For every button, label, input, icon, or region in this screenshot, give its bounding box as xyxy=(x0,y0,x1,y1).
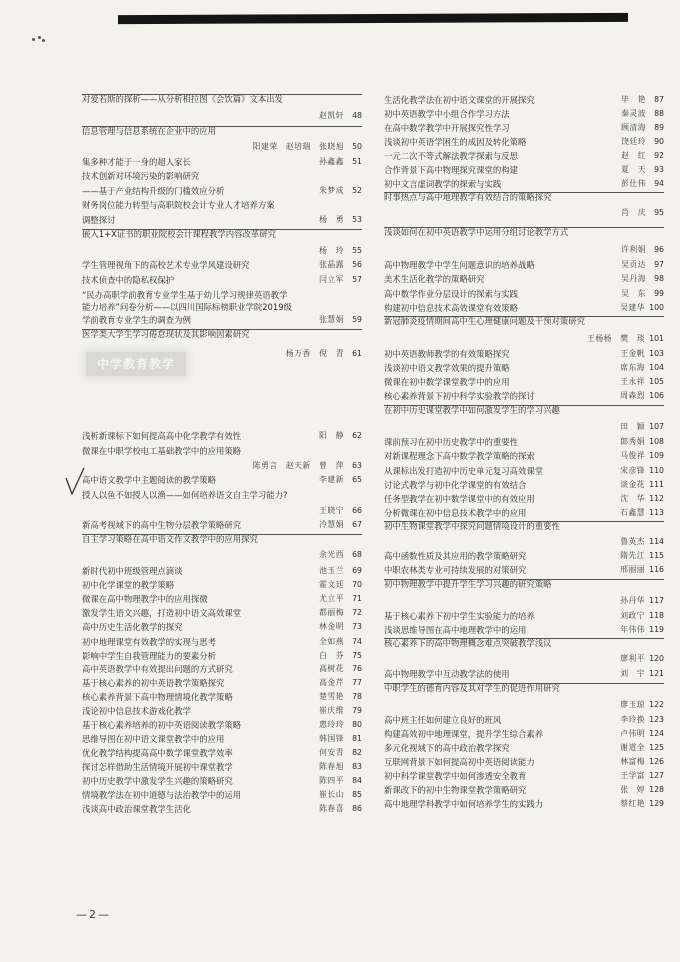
toc-entry-authors: 闫立军 xyxy=(319,275,344,284)
toc-entry-title: 学生管理视角下的高校艺术专业学风建设研究 xyxy=(82,260,250,270)
toc-entry-page: 111 xyxy=(649,480,664,489)
toc-entry-authors: 惠玲玲 xyxy=(319,720,344,729)
toc-entry-title: 高中数学作业分层设计的探索与实践 xyxy=(384,289,518,299)
toc-entry-page: 125 xyxy=(649,743,664,752)
toc-entry-page: 90 xyxy=(654,137,664,146)
toc-entry-title: 时事热点与高中地理教学有效结合的策略探究 xyxy=(384,192,552,202)
toc-entry-page: 113 xyxy=(649,508,664,517)
toc-entry-page: 112 xyxy=(649,494,664,503)
toc-entry-page: 76 xyxy=(352,664,362,673)
toc-entry xyxy=(384,405,664,415)
toc-entry-authors: 阳 静 xyxy=(319,431,344,440)
toc-entry-page: 104 xyxy=(649,363,664,372)
toc-entry-authors: 张晶露 xyxy=(319,260,344,269)
toc-entry-authors: 彭仕伟 xyxy=(621,179,646,188)
toc-entry-title: 技术侦查中的隐私权保护 xyxy=(82,275,175,285)
toc-entry-title: 初中化学课堂的教学策略 xyxy=(82,580,175,590)
toc-entry-page: 108 xyxy=(649,437,664,446)
toc-entry-title: 核心素养背景下高中物理情境化教学策略 xyxy=(82,692,233,702)
toc-entry xyxy=(384,227,664,237)
toc-entry xyxy=(82,534,362,544)
toc-entry-page: 86 xyxy=(352,804,362,813)
toc-entry-title: 在高中数学教学中开展探究性学习 xyxy=(384,123,510,133)
handwritten-check-mark xyxy=(62,464,122,504)
toc-entry-title: 新课改下的初中生物课堂教学策略研究 xyxy=(384,785,527,795)
toc-entry-page: 55 xyxy=(352,246,362,255)
toc-entry-title: 思维导图在初中语文课堂教学中的应用 xyxy=(82,734,225,744)
toc-entry-authors: 马俊祥 xyxy=(620,451,646,460)
toc-entry-title: 微课在高中物理教学中的应用探微 xyxy=(82,594,208,604)
toc-entry-page: 122 xyxy=(649,700,664,709)
toc-entry-page: 119 xyxy=(649,625,664,634)
toc-entry-authors: 张 婷 xyxy=(620,785,646,794)
toc-entry-page: 115 xyxy=(649,551,664,560)
toc-entry-authors: 尤立平 xyxy=(319,594,344,603)
toc-entry-authors: 邢丽丽 xyxy=(620,565,646,574)
toc-entry-authors: 余光西 xyxy=(319,550,344,559)
toc-entry xyxy=(82,229,362,239)
page-number: —2— xyxy=(76,908,111,921)
toc-entry-title: 高中地理学科教学中如何培养学生的实践力 xyxy=(384,799,544,809)
toc-entry-title: 从课标出发打造初中历史单元复习高效课堂 xyxy=(384,466,544,476)
toc-entry-authors: 何安青 xyxy=(319,748,344,757)
toc-entry-title: 浅谈思维导图在高中地理教学中的运用 xyxy=(384,625,527,635)
toc-entry xyxy=(384,192,664,202)
toc-entry-authors: 吴贡达 xyxy=(621,260,646,269)
toc-entry-title: 讨论式教学与初中化学课堂的有效结合 xyxy=(384,480,527,490)
toc-entry-authors: 白 芬 xyxy=(319,651,344,660)
toc-entry-page: 63 xyxy=(352,461,362,470)
toc-entry-authors: 阳建荣 赵培瑞 张晓旭 xyxy=(252,142,344,151)
toc-entry-authors: 夏 天 xyxy=(621,165,646,174)
toc-entry-page: 114 xyxy=(649,537,664,546)
toc-entry-page: 128 xyxy=(649,785,664,794)
toc-entry-page: 107 xyxy=(649,422,664,431)
toc-entry-page: 59 xyxy=(352,315,362,324)
toc-entry-authors: 朱梦成 xyxy=(319,186,344,195)
toc-entry-page: 81 xyxy=(352,734,362,743)
toc-entry-authors: 顾清海 xyxy=(621,123,646,132)
toc-entry-authors: 刘 宇 xyxy=(620,669,646,678)
toc-entry-title: ——基于产业结构升级的门槛效应分析 xyxy=(82,186,225,196)
toc-entry-authors: 冷慧娟 xyxy=(319,520,344,529)
toc-entry-authors: 赵 红 xyxy=(621,151,646,160)
toc-entry-authors: 李建新 xyxy=(319,475,344,484)
toc-entry-title: 浅谈初中语文教学效果的提升策略 xyxy=(384,363,510,373)
toc-entry-title: 核心素养下的高中物理概念难点突破教学浅议 xyxy=(384,638,552,648)
toc-entry-authors: 霍文廷 xyxy=(319,580,344,589)
toc-entry-title: 高中函数性质及其应用的教学策略研究 xyxy=(384,551,527,561)
toc-entry-page: 98 xyxy=(654,274,664,283)
toc-entry-title: 构建高效初中地理课堂，提升学生综合素养 xyxy=(384,729,544,739)
toc-entry-title: 影响中学生自我管理能力的要素分析 xyxy=(82,651,216,661)
toc-entry-authors: 王晓宁 xyxy=(319,506,344,515)
toc-entry-authors: 杨 勇 xyxy=(319,215,344,224)
toc-entry-page: 75 xyxy=(352,651,362,660)
toc-entry-authors: 刘政宁 xyxy=(620,611,646,620)
toc-entry-page: 52 xyxy=(352,186,362,195)
toc-entry-authors: 年伟伟 xyxy=(620,625,646,634)
toc-entry-authors: 吴建华 xyxy=(620,303,646,312)
toc-entry-page: 56 xyxy=(352,260,362,269)
toc-entry-page: 67 xyxy=(352,520,362,529)
toc-entry-page: 79 xyxy=(352,706,362,715)
toc-entry-title: 美术生活化教学的策略研究 xyxy=(384,274,485,284)
toc-entry-authors: 肖 庆 xyxy=(621,208,646,217)
toc-entry xyxy=(384,579,664,589)
toc-entry-title: 初中物理教学中提升学生学习兴趣的研究策略 xyxy=(384,579,552,589)
toc-entry-title: 初中科学课堂教学中如何渗透安全教育 xyxy=(384,771,527,781)
toc-entry-title: 合作背景下高中物理探究课堂的构建 xyxy=(384,165,518,175)
toc-entry-title: 浅谈高中政治课堂教学生活化 xyxy=(82,804,191,814)
toc-entry-title: 嵌入1+X证书的职业院校会计课程教学内容改革研究 xyxy=(82,229,276,239)
toc-entry-title: 情境教学法在初中道德与法治教学中的运用 xyxy=(82,790,242,800)
toc-entry-page: 80 xyxy=(352,720,362,729)
toc-entry-title: 能力培养”问卷分析——以四川国际标榜职业学院2019级 xyxy=(82,302,292,312)
toc-entry-title: 任务型教学在初中数学课堂中的有效应用 xyxy=(384,494,535,504)
toc-entry-title: “民办高职学前教育专业学生基于幼儿学习规律英语教学 xyxy=(82,290,288,300)
toc-entry-title: 构建初中信息技术高效课堂有效策略 xyxy=(384,303,518,313)
toc-entry-authors: 高金芹 xyxy=(319,678,344,687)
toc-entry-authors: 谈金花 xyxy=(620,480,646,489)
toc-entry-authors: 郎秀娟 xyxy=(620,437,646,446)
toc-entry-page: 127 xyxy=(649,771,664,780)
toc-entry-title: 核心素养背景下初中科学实验教学的探讨 xyxy=(384,391,535,401)
toc-entry-page: 48 xyxy=(352,111,362,120)
toc-entry-title: 授人以鱼不如授人以渔——如何培养语文自主学习能力? xyxy=(82,490,288,500)
toc-entry-title: 优化教学结构提高高中数学课堂教学效率 xyxy=(82,748,233,758)
toc-entry-authors: 卢伟明 xyxy=(620,729,646,738)
toc-entry-authors: 陈春喜 xyxy=(319,804,344,813)
toc-entry-title: 分析微课在初中信息技术教学中的应用 xyxy=(384,508,527,518)
toc-entry-authors: 宋彦锋 xyxy=(620,466,646,475)
toc-entry-title: 探讨怎样借助生活情境开展初中课堂教学 xyxy=(82,762,233,772)
toc-entry-title: 对新课程理念下高中数学教学策略的探索 xyxy=(384,451,535,461)
toc-entry-authors: 杨万香 倪 青 xyxy=(285,349,344,358)
toc-entry-title: 新高考视域下的高中生物分层教学策略研究 xyxy=(82,520,242,530)
toc-entry xyxy=(82,94,362,104)
toc-entry-title: 基于核心素养下初中学生实验能力的培养 xyxy=(384,611,535,621)
toc-entry-page: 101 xyxy=(649,334,664,343)
toc-entry-title: 互联网背景下如何提高初中英语阅读能力 xyxy=(384,757,535,767)
toc-entry-title: 信息管理与信息系统在企业中的应用 xyxy=(82,126,216,136)
toc-entry xyxy=(384,638,664,648)
toc-entry-title: 财务岗位能力转型与高职院校会计专业人才培养方案 xyxy=(82,200,275,210)
toc-entry-page: 88 xyxy=(654,109,664,118)
toc-entry-title: 初中英语教学中小组合作学习方法 xyxy=(384,109,510,119)
toc-entry-title: 生活化教学法在初中语文课堂的开展探究 xyxy=(384,95,535,105)
toc-entry xyxy=(82,329,362,339)
toc-entry-page: 94 xyxy=(654,179,664,188)
toc-entry-authors: 毕 艳 xyxy=(621,95,646,104)
toc-entry-authors: 王金帆 xyxy=(620,349,646,358)
toc-entry-page: 73 xyxy=(352,622,362,631)
toc-entry-authors: 赵凯轩 xyxy=(319,111,344,120)
toc-entry-title: 高中物理教学中学生问题意识的培养战略 xyxy=(384,260,535,270)
toc-entry-authors: 饶廷玲 xyxy=(621,137,646,146)
toc-entry-page: 96 xyxy=(654,245,664,254)
toc-entry-page: 95 xyxy=(654,208,664,217)
toc-entry-title: 课前预习在初中历史教学中的重要性 xyxy=(384,437,518,447)
toc-entry-page: 62 xyxy=(352,431,362,440)
toc-entry-authors: 都丽梅 xyxy=(319,608,344,617)
toc-entry-page: 92 xyxy=(654,151,664,160)
toc-entry-authors: 许利娟 xyxy=(621,245,646,254)
toc-entry-authors: 楚雪艳 xyxy=(319,692,344,701)
toc-entry-page: 129 xyxy=(649,799,664,808)
toc-entry-page: 106 xyxy=(649,391,664,400)
toc-entry-title: 初中生物课堂教学中探究问题情境设计的重要性 xyxy=(384,521,560,531)
toc-entry-page: 117 xyxy=(649,596,664,605)
toc-entry-page: 110 xyxy=(649,466,664,475)
toc-entry-page: 72 xyxy=(352,608,362,617)
toc-entry-title: 初中地理课堂有效教学的实现与思考 xyxy=(82,637,216,647)
toc-entry-title: 集多种才能于一身的超人家长 xyxy=(82,157,191,167)
section-banner: 中学教育教学 xyxy=(86,352,186,376)
toc-entry-authors: 张慧娟 xyxy=(319,315,344,324)
toc-entry-authors: 林金明 xyxy=(319,622,344,631)
toc-entry xyxy=(384,521,664,531)
toc-entry-page: 126 xyxy=(649,757,664,766)
toc-entry-page: 61 xyxy=(352,349,362,358)
toc-entry-title: 高中班主任如何建立良好的班风 xyxy=(384,715,502,725)
toc-entry-title: 在初中历史课堂教学中如何激发学生的学习兴趣 xyxy=(384,405,560,415)
toc-entry-title: 学前教育专业学生的调查为例 xyxy=(82,315,191,325)
toc-entry-authors: 陈春旭 xyxy=(319,762,344,771)
toc-entry-authors: 池玉兰 xyxy=(319,566,344,575)
toc-entry-title: 微课在中职学校电工基础教学中的应用策略 xyxy=(82,446,242,456)
toc-entry-authors: 李玲换 xyxy=(620,715,646,724)
toc-entry-authors: 陈勇言 赵天新 曾 萍 xyxy=(252,461,344,470)
toc-entry-page: 66 xyxy=(352,506,362,515)
toc-entry-page: 51 xyxy=(352,157,362,166)
toc-entry-page: 74 xyxy=(352,637,362,646)
toc-entry-authors: 林富梅 xyxy=(620,757,646,766)
toc-entry-title: 一元二次不等式解法教学探索与反思 xyxy=(384,151,518,161)
toc-entry-page: 53 xyxy=(352,215,362,224)
toc-entry-title: 技术创新对环境污染的影响研究 xyxy=(82,171,200,181)
toc-entry-authors: 廖利平 xyxy=(620,654,646,663)
toc-entry-page: 69 xyxy=(352,566,362,575)
toc-entry xyxy=(384,683,664,693)
toc-entry-authors: 崔长山 xyxy=(319,790,344,799)
toc-entry-title: 医学类大学生学习倦怠现状及其影响因素研究 xyxy=(82,329,250,339)
scan-specks xyxy=(32,36,46,42)
toc-entry-authors: 隋先江 xyxy=(620,551,646,560)
toc-entry-title: 初中历史教学中激发学生兴趣的策略研究 xyxy=(82,776,233,786)
toc-entry-page: 121 xyxy=(649,669,664,678)
toc-entry-authors: 周森烈 xyxy=(620,391,646,400)
toc-entry-authors: 田 颖 xyxy=(620,422,646,431)
toc-entry-title: 多元化视域下的高中政治教学探究 xyxy=(384,743,510,753)
toc-entry-page: 77 xyxy=(352,678,362,687)
toc-entry-authors: 杨 玲 xyxy=(319,246,344,255)
toc-entry-authors: 廖玉琼 xyxy=(620,700,646,709)
toc-entry-page: 109 xyxy=(649,451,664,460)
toc-entry-page: 71 xyxy=(352,594,362,603)
toc-entry-page: 87 xyxy=(654,95,664,104)
toc-entry-authors: 石鑫慧 xyxy=(620,508,646,517)
toc-entry-authors: 孙鑫鑫 xyxy=(319,157,344,166)
toc-entry-title: 初中文言虚词教学的探索与实践 xyxy=(384,179,502,189)
toc-entry-page: 89 xyxy=(654,123,664,132)
toc-entry-authors: 谢道全 xyxy=(620,743,646,752)
toc-entry-page: 78 xyxy=(352,692,362,701)
toc-entry-authors: 韩国锋 xyxy=(319,734,344,743)
toc-entry-page: 123 xyxy=(649,715,664,724)
toc-entry-title: 微课在初中数学课堂教学中的应用 xyxy=(384,377,510,387)
toc-entry-page: 97 xyxy=(654,260,664,269)
toc-entry-title: 中职农林类专业可持续发展的对策研究 xyxy=(384,565,527,575)
toc-entry-authors: 秦灵波 xyxy=(621,109,646,118)
toc-entry-authors: 崔庆维 xyxy=(319,706,344,715)
toc-entry-page: 99 xyxy=(654,289,664,298)
toc-entry-title: 浅谈初中英语学困生的成因及转化策略 xyxy=(384,137,527,147)
toc-entry-page: 50 xyxy=(352,142,362,151)
toc-entry-title: 激发学生语文兴趣，打造初中语文高效课堂 xyxy=(82,608,242,618)
toc-entry-authors: 沈 华 xyxy=(620,494,646,503)
toc-entry-page: 57 xyxy=(352,275,362,284)
toc-entry-title: 高中英语教学中有效提出问题的方式研究 xyxy=(82,664,233,674)
toc-entry-title: 高中物理教学中互动教学法的使用 xyxy=(384,669,510,679)
toc-entry-page: 116 xyxy=(649,565,664,574)
toc-entry-page: 124 xyxy=(649,729,664,738)
toc-entry-title: 基于核心素养培养的初中英语阅读教学策略 xyxy=(82,720,242,730)
toc-entry-authors: 王杨杨 樊 琰 xyxy=(587,334,646,343)
toc-entry-title: 新时代初中班级管理点滴谈 xyxy=(82,566,183,576)
toc-entry-authors: 孙丹华 xyxy=(620,596,646,605)
toc-entry-page: 65 xyxy=(352,475,362,484)
toc-entry-authors: 陈四平 xyxy=(319,776,344,785)
toc-entry-title: 自主学习策略在高中语文作文教学中的应用探究 xyxy=(82,534,258,544)
toc-entry-authors: 吴丹海 xyxy=(621,274,646,283)
toc-entry-page: 85 xyxy=(352,790,362,799)
toc-entry-page: 70 xyxy=(352,580,362,589)
toc-entry-title: 高中历史生活化教学的探究 xyxy=(82,622,183,632)
toc-entry-page: 120 xyxy=(649,654,664,663)
toc-entry xyxy=(384,316,664,326)
toc-entry xyxy=(82,126,362,136)
toc-entry-page: 105 xyxy=(649,377,664,386)
toc-entry-title: 基于核心素养的初中英语教学策略探究 xyxy=(82,678,225,688)
toc-entry-authors: 全如燕 xyxy=(319,637,344,646)
toc-entry-title: 对爱若斯的探析——从分析相拉图《会饮篇》文本出发 xyxy=(82,94,283,104)
toc-entry-page: 84 xyxy=(352,776,362,785)
toc-entry-page: 103 xyxy=(649,349,664,358)
toc-entry-page: 93 xyxy=(654,165,664,174)
toc-entry-title: 浅论初中信息技术游戏化教学 xyxy=(82,706,191,716)
toc-entry-page: 118 xyxy=(649,611,664,620)
top-black-bar xyxy=(118,13,628,24)
toc-entry-authors: 吴 东 xyxy=(621,289,646,298)
toc-entry-authors: 蔡红艳 xyxy=(620,799,646,808)
toc-entry-title: 初中英语教师教学的有效策略探究 xyxy=(384,349,510,359)
toc-entry-authors: 高树花 xyxy=(319,664,344,673)
toc-entry-authors: 鲁英杰 xyxy=(620,537,646,546)
toc-entry-title: 调整探讨 xyxy=(82,215,116,225)
toc-entry-authors: 席东海 xyxy=(620,363,646,372)
toc-entry-title: 浅析新课标下如何提高高中化学教学有效性 xyxy=(82,431,242,441)
toc-entry-title: 高中语文教学中主题阅读的教学策略 xyxy=(82,475,216,485)
toc-entry-page: 82 xyxy=(352,748,362,757)
toc-entry-authors: 王学富 xyxy=(620,771,646,780)
toc-entry-page: 100 xyxy=(649,303,664,312)
toc-entry-authors: 王永祥 xyxy=(620,377,646,386)
toc-entry-title: 中职学生的德育内容及其对学生的促进作用研究 xyxy=(384,683,560,693)
toc-entry-title: 新冠肺炎疫情期间高中生心理健康问题及干预对策研究 xyxy=(384,316,585,326)
toc-entry-page: 83 xyxy=(352,762,362,771)
toc-entry-title: 浅谈如何在初中英语教学中运用分组讨论教学方式 xyxy=(384,227,569,237)
toc-entry-page: 68 xyxy=(352,550,362,559)
